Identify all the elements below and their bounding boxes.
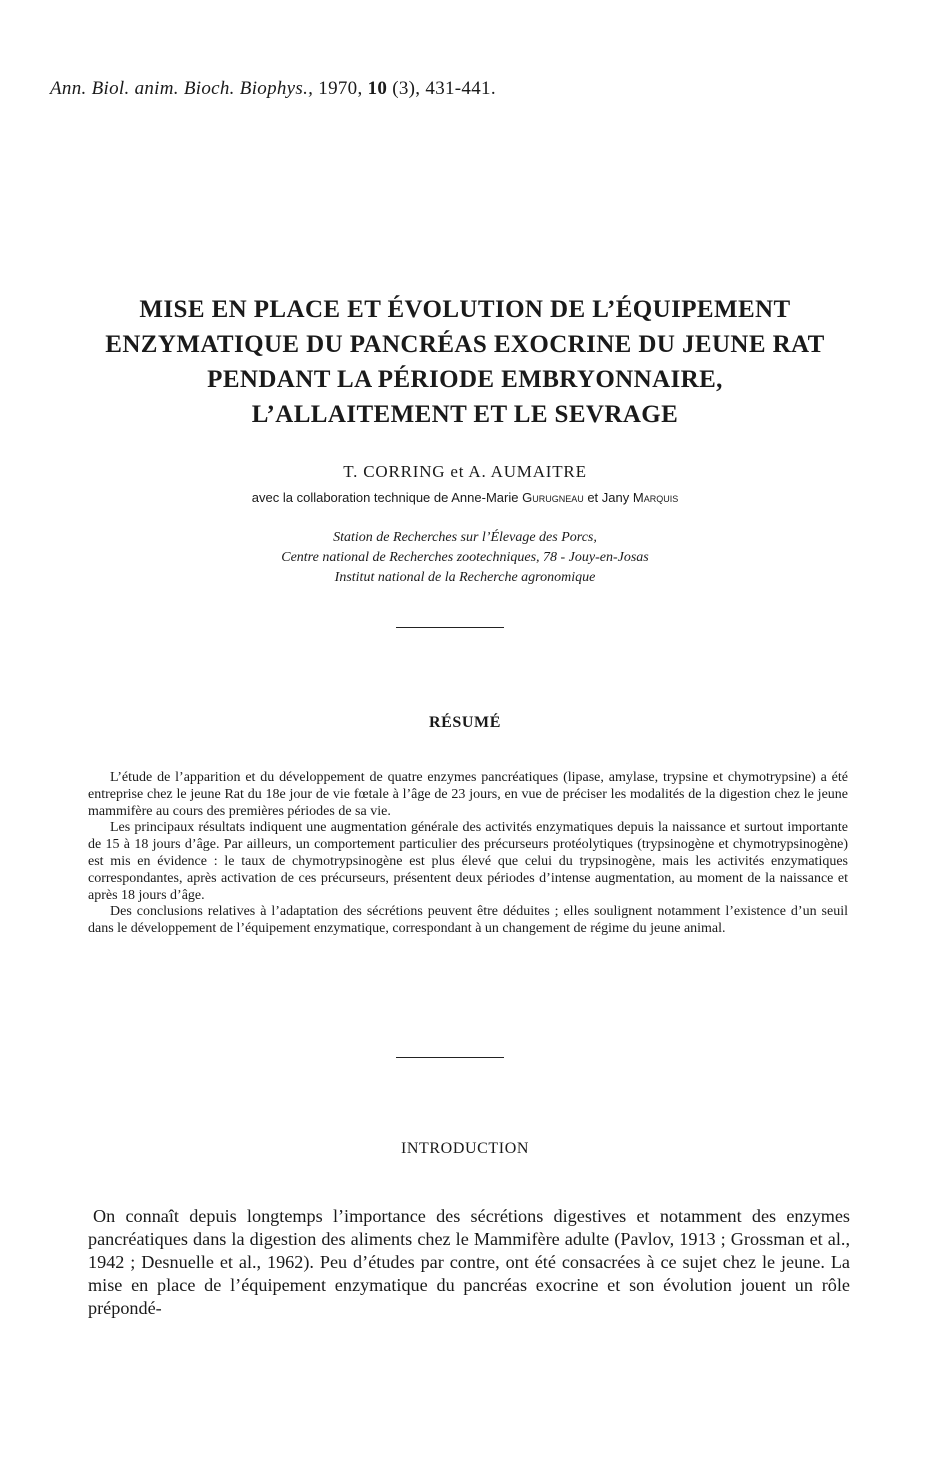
journal-volume: 10 <box>367 78 388 99</box>
journal-issue-pages: (3), 431-441. <box>392 78 496 99</box>
collaboration-prefix: avec la collaboration technique de Anne-Marie <box>251 490 519 505</box>
collaboration-line <box>0 490 930 505</box>
title-line: L’ALLAITEMENT ET LE SEVRAGE <box>251 401 679 428</box>
title-line: PENDANT LA PÉRIODE EMBRYONNAIRE, <box>207 366 723 393</box>
journal-name: Ann. Biol. anim. Bioch. Biophys., <box>50 78 314 99</box>
collaborator-name: Marquis <box>632 490 679 505</box>
title-line: ENZYMATIQUE DU PANCRÉAS EXOCRINE DU JEUNE RAT <box>105 331 825 358</box>
journal-citation <box>50 78 496 100</box>
affiliation-line: Centre national de Recherches zootechniques, 78 - Jouy-en-Josas <box>281 550 649 565</box>
authors: T. CORRING et A. AUMAITRE <box>343 462 587 481</box>
collaboration-joiner: et Jany <box>587 490 630 505</box>
title-line: MISE EN PLACE ET ÉVOLUTION DE L’ÉQUIPEMENT <box>139 296 791 323</box>
introduction-heading: INTRODUCTION <box>400 1140 530 1157</box>
journal-year: 1970, <box>318 78 363 99</box>
divider <box>396 1057 504 1058</box>
abstract-paragraph: Les principaux résultats indiquent une augmentation générale des activités enzymatiques depuis la naissance et surtout importante de 15 à 18 jours d’âge. Par ailleurs, un comportement particulier des précurseurs protéolytiques (trypsinogène et chymotrypsinogène) est mis en évidence : le taux de chymotrypsinogène est plus élevé que celui du trypsinogène, mais les activités enzymatiques correspondantes, après activation de ces précurseurs, présentent deux périodes d’intense augmentation, au moment de la naissance et après 18 jours d’âge. <box>88 820 848 903</box>
affiliation-line: Institut national de la Recherche agronomique <box>334 570 596 585</box>
affiliation <box>0 528 930 588</box>
resume-heading: RÉSUMÉ <box>428 714 502 731</box>
abstract <box>88 770 848 938</box>
divider <box>396 627 504 628</box>
affiliation-line: Station de Recherches sur l’Élevage des Porcs, <box>333 530 597 545</box>
abstract-paragraph: Des conclusions relatives à l’adaptation des sécrétions peuvent être déduites ; elles soulignent notamment l’existence d’un seuil dans le développement de l’équipement enzymatique, correspondant à un changement de régime du jeune animal. <box>88 904 848 937</box>
introduction-body <box>88 1205 850 1320</box>
collaborator-name: Gurugneau <box>522 490 584 505</box>
abstract-paragraph: L’étude de l’apparition et du développement de quatre enzymes pancréatiques (lipase, amylase, trypsine et chymotrypsine) a été entreprise chez le jeune Rat du 18e jour de vie fœtale à l’âge de 23 jours, en vue de préciser les modalités de la digestion chez le jeune mammifère au cours des premières périodes de sa vie. <box>88 770 848 819</box>
article-title <box>40 292 890 432</box>
introduction-paragraph: On connaît depuis longtemps l’importance des sécrétions digestives et notamment des enzymes pancréatiques dans la digestion des aliments chez le Mammifère adulte (Pavlov, 1913 ; Grossman et al., 1942 ; Desnuelle et al., 1962). Peu d’études par contre, ont été consacrées à ce sujet chez le jeune. La mise en place de l’équipement enzymatique du pancréas exocrine et son évolution jouent un rôle prépondé- <box>88 1206 850 1318</box>
